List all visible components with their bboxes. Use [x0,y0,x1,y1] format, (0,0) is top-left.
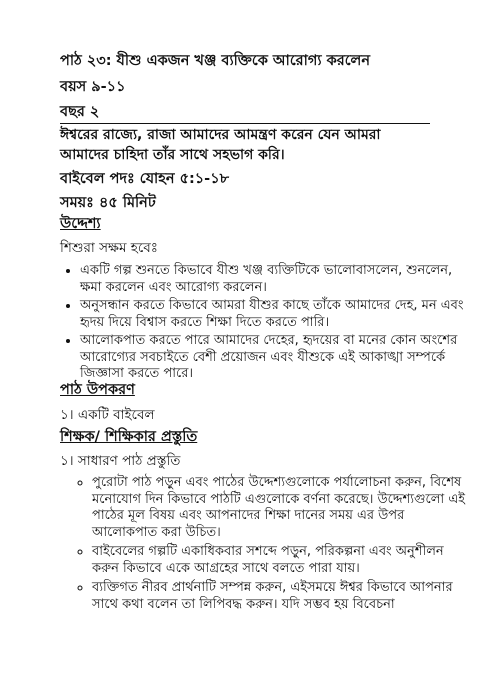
preparation-item: ◦ বাইবেলের গল্পটি একাধিকবার সশব্দে পড়ুন, পরিকল্পনা এবং অনুশীলন করুন কিভাবে একে আগ্রহের সাথে বলতে পারা যায়। [92,544,472,577]
preparation-list [74,475,472,616]
materials-item: ১। একটি বাইবেল [60,407,155,423]
theme-top-rule [60,123,430,124]
age-range: বয়স ৯-১১ [60,79,126,95]
materials-heading: পাঠ উপকরণ [60,382,135,398]
lesson-duration: সময়ঃ ৪৫ মিনিট [60,195,156,211]
preparation-subheading: ১। সাধারণ পাঠ প্রস্তুতি [60,453,181,469]
preparation-heading: শিক্ষক/ শিক্ষিকার প্রস্তুতি [60,429,198,445]
year-label: বছর ২ [60,104,100,120]
bible-passage: বাইবেল পদঃ যোহন ৫:১-১৮ [60,171,230,187]
objective-item: • অনুসন্ধান করতে কিভাবে আমরা যীশুর কাছে তাঁকে আমাদের দেহ, মন এবং হৃদয় দিয়ে বিশ্বাস করতে শিক্ষা দিতে করতে পারি। [80,298,465,331]
preparation-item: ◦ ব্যক্তিগত নীরব প্রার্থনাটি সম্পন্ন করুন, এইসময়ে ঈশ্বর কিভাবে আপনার সাথে কথা বলেন তা লিপিবদ্ধ করুন। যদি সম্ভব হয় বিবেচনা [92,580,472,613]
objectives-heading: উদ্দেশ্য [60,216,101,232]
objectives-intro: শিশুরা সক্ষম হবেঃ [60,240,158,256]
preparation-item: ◦ পুরোটা পাঠ পড়ুন এবং পাঠের উদ্দেশ্যগুলোকে পর্যালোচনা করুন, বিশেষ মনোযোগ দিন কিভাবে পাঠটি এগুলোকে বর্ণনা করেছে। উদ্দেশ্যগুলো এই পাঠের মূল বিষয় এবং আপনাদের শিক্ষা দানের সময় এর উপর আলোকপাত করা উচিত। [92,475,472,541]
lesson-theme: ঈশ্বরের রাজ্যে, রাজা আমাদের আমন্ত্রণ করেন যেন আমরা আমাদের চাহিদা তাঁর সাথে সহভাগ করি। [60,127,381,163]
lesson-title: পাঠ ২৩: যীশু একজন খঞ্জ ব্যক্তিকে আরোগ্য করলেন [60,53,370,69]
objective-item: • একটি গল্প শুনতে কিভাবে যীশু খঞ্জ ব্যক্তিটিকে ভালোবাসলেন, শুনলেন, ক্ষমা করলেন এবং আরোগ্য করলেন। [80,263,465,296]
objectives-list [62,263,465,385]
objective-item: • আলোকপাত করতে পারে আমাদের দেহের, হৃদয়ের বা মনের কোন অংশের আরোগ্যের সবচাইতে বেশী প্রয়োজন এবং যীশুকে এই আকাঙ্খা সম্পর্কে জিজ্ঞাসা করতে পারে। [80,333,465,383]
